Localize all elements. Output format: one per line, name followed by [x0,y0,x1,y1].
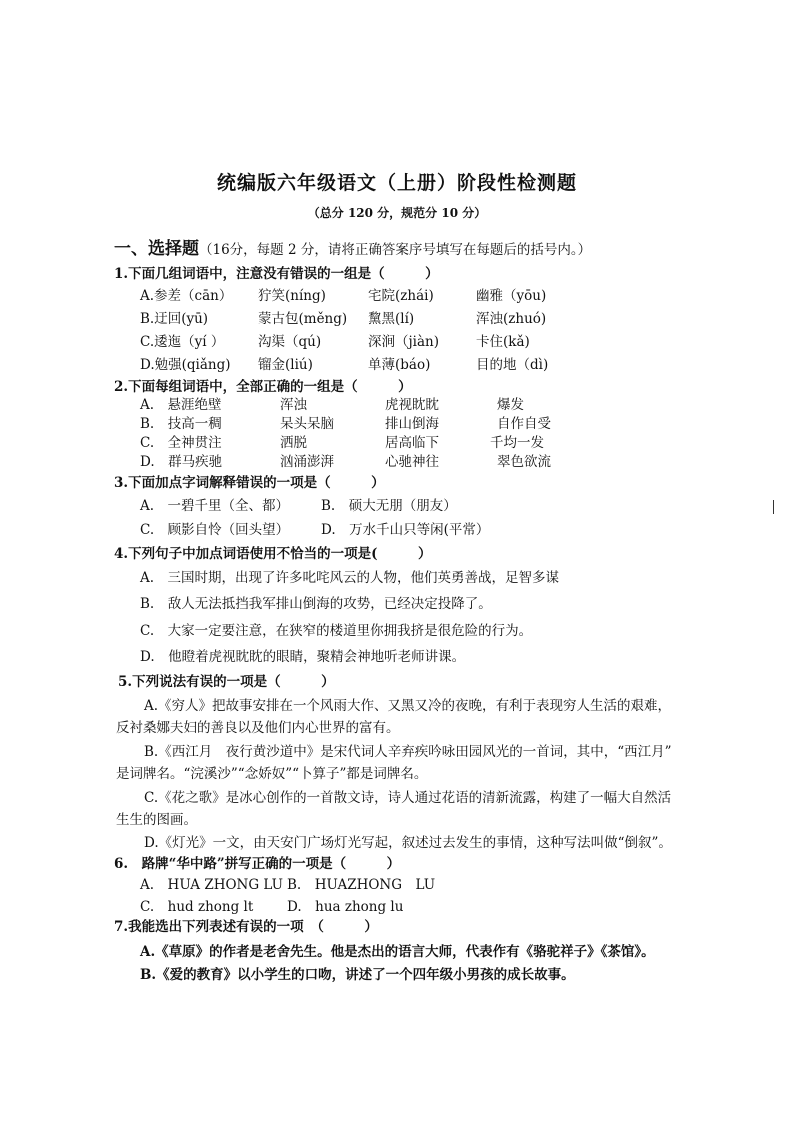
q2-option: A. 悬涯绝壁 [140,397,222,413]
q2-option: 汹涌澎湃 [280,454,334,470]
q5-text-line: 反衬桑娜夫妇的善良以及他们内心世界的富有。 [116,720,400,736]
q3-option: C. 顾影自怜（回头望） [140,522,290,538]
q2-option: 排山倒海 [385,416,439,432]
q6-option: D. hua zhong lu [287,899,404,915]
q1-option: A.参差（cān） [140,288,233,304]
q6-option: A. HUA ZHONG LU [140,877,284,893]
q1-option: 卡住(kǎ) [476,334,530,350]
q1-option: 宅院(zhái) [368,288,434,304]
section-instruction: （16分，每题 2 分，请将正确答案序号填写在每题后的括号内。） [199,242,592,258]
q1-option: 幽雅（yōu) [476,288,547,304]
q7-option: B.《爱的教育》以小学生的口吻，讲述了一个四年级小男孩的成长故事。 [140,967,575,983]
q5-text-line: C.《花之歌》是冰心创作的一首散文诗，诗人通过花语的清新流露，构建了一幅大自然活 [144,790,672,806]
q2-option: 翠色欲流 [497,454,551,470]
q4-option: A. 三国时期，出现了许多叱咤风云的人物，他们英勇善战，足智多谋 [140,570,560,586]
section-number: 一、 [114,239,148,259]
question-1-stem: 1.下面几组词语中，注意没有错误的一组是（ ） [114,266,439,282]
q2-option: 自作自受 [497,416,551,432]
q2-option: 浑浊 [280,397,307,413]
question-2-stem: 2.下面每组词语中，全部正确的一组是（ ） [114,379,412,395]
q1-option: 单薄(báo) [368,357,431,373]
q5-text-line: 生生的图画。 [116,812,197,828]
q2-option: 呆头呆脑 [280,416,334,432]
q1-option: B.迂回(yū) [140,311,209,327]
q4-option: D. 他瞪着虎视眈眈的眼睛，聚精会神地听老师讲课。 [140,649,466,665]
q2-option: D. 群马疾驰 [140,454,223,470]
q2-option: 爆发 [497,397,524,413]
q1-option: D.勉强(qiǎng) [140,357,231,373]
q3-option: A. 一碧千里（全、都） [140,498,290,514]
q2-option: 千均一发 [490,435,544,451]
q1-option: 黧黑(lí) [368,311,415,327]
q2-option: B. 技高一稠 [140,416,222,432]
page-title: 统编版六年级语文（上册）阶段性检测题 [216,172,577,194]
q7-option: A.《草原》的作者是老舍先生。他是杰出的语言大师，代表作有《骆驼祥子》《茶馆》。 [140,944,655,960]
q5-text-line: D.《灯光》一文，由天安门广场灯光写起，叙述过去发生的事情，这种写法叫做“倒叙”。 [144,835,672,851]
scan-margin-mark [773,500,774,514]
question-4-stem: 4.下列句子中加点词语使用不恰当的一项是( ） [114,546,432,562]
q5-text-line: A.《穷人》把故事安排在一个风雨大作、又黑又冷的夜晚，有利于表现穷人生活的艰难， [144,698,672,714]
q1-option: 浑浊(zhuó) [476,311,547,327]
section-title: 选择题 [148,239,199,259]
q4-option: B. 敌人无法抵挡我军排山倒海的攻势，已经决定投降了。 [140,596,492,612]
q1-option: C.逶迤（yí ） [140,334,225,350]
q2-option: 虎视眈眈 [385,397,439,413]
q4-option: C. 大家一定要注意，在狭窄的楼道里你拥我挤是很危险的行为。 [140,623,533,639]
q1-option: 镏金(liú) [258,357,313,373]
question-7-stem: 7.我能选出下列表述有误的一项 （ ） [114,919,378,935]
q6-option: B. HUAZHONG LU [287,877,436,893]
q6-option: C. hud zhong lt [140,899,254,915]
q2-option: C. 全神贯注 [140,435,222,451]
question-3-stem: 3.下面加点字词解释错误的一项是（ ） [114,475,385,491]
q1-option: 蒙古包(měng) [258,311,348,327]
q2-option: 洒脱 [280,435,307,451]
q1-option: 狞笑(níng) [258,288,326,304]
q3-option: D. 万水千山只等闲(平常） [321,522,490,538]
q1-option: 深涧（jiàn) [368,334,440,350]
q3-option: B. 硕大无朋（朋友） [321,498,457,514]
q1-option: 目的地（dì) [476,357,549,373]
question-6-stem: 6. 路牌“华中路”拼写正确的一项是（ ） [114,856,401,872]
q5-text-line: B.《西江月 夜行黄沙道中》是宋代词人辛弃疾吟咏田园风光的一首词，其中，“西江月” [144,744,672,760]
q2-option: 心驰神往 [385,454,439,470]
score-note: （总分 120 分，规范分 10 分） [307,206,487,220]
question-5-stem: 5.下列说法有误的一项是（ ） [118,674,335,690]
q1-option: 沟渠（qú) [258,334,322,350]
section-heading [114,234,591,259]
q5-text-line: 是词牌名。“浣溪沙”“念娇奴”“卜算子”都是词牌名。 [116,766,428,782]
q2-option: 居高临下 [385,435,439,451]
